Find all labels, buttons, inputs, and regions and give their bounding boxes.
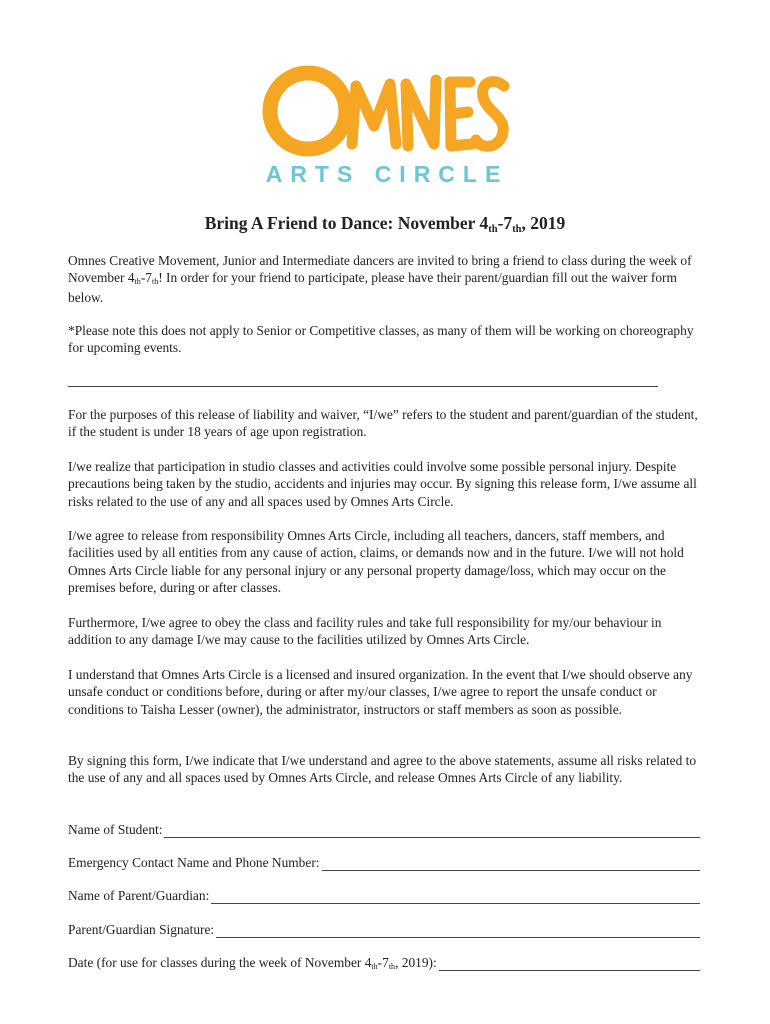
date-field[interactable] bbox=[68, 955, 700, 971]
emergency-contact-label: Emergency Contact Name and Phone Number: bbox=[68, 855, 320, 870]
intro-paragraph: Omnes Creative Movement, Junior and Intermediate dancers are invited to bring a friend to class during the week of November 4th-7th! In order for your friend to participate, please have their parent/guardian fill out the waiver form below. bbox=[68, 253, 692, 305]
parent-name-line[interactable] bbox=[211, 891, 700, 904]
emergency-contact-line[interactable] bbox=[322, 858, 701, 871]
emergency-contact-field[interactable] bbox=[68, 855, 700, 871]
logo-subtitle: ARTS CIRCLE bbox=[265, 161, 509, 187]
waiver-paragraph-2: I/we realize that participation in studio classes and activities could involve some possible personal injury. Despite precautions being taken by the studio, accidents and injuries may occur. By signing this release form, I/we assume all risks related to the use of any and all spaces used by Omnes Arts Circle. bbox=[68, 459, 697, 509]
waiver-paragraph-5: I understand that Omnes Arts Circle is a licensed and insured organization. In the event that I/we should observe any unsafe conduct or conditions before, during or after my/our classes, I/we agree to report the unsafe conduct or conditions to Taisha Lesser (owner), the administrator, instructors or staff members as soon as possible. bbox=[68, 667, 693, 717]
waiver-paragraph-4: Furthermore, I/we agree to obey the class and facility rules and take full responsibility for my/our behaviour in addition to any damage I/we may cause to the facilities utilized by Omnes Arts Circle. bbox=[68, 615, 662, 648]
date-line[interactable] bbox=[439, 958, 700, 971]
page-title: Bring A Friend to Dance: November 4th-7th, 2019 bbox=[204, 213, 566, 235]
waiver-paragraph-6: By signing this form, I/we indicate that I/we understand and agree to the above statements, assume all risks related to the use of any and all spaces used by Omnes Arts Circle, and release Omnes Arts Circle of any liability. bbox=[68, 753, 697, 786]
omnes-logo bbox=[256, 56, 518, 188]
parent-name-label: Name of Parent/Guardian: bbox=[68, 888, 210, 903]
waiver-paragraph-3: I/we agree to release from responsibility Omnes Arts Circle, including all teachers, dancers, staff members, and facilities used by all entities from any cause of action, claims, or demands now and in the future. I/we will not hold Omnes Arts Circle liable for any personal injury or any personal property damage/loss, which may occur on the premises before, during or after classes. bbox=[68, 528, 684, 596]
waiver-paragraph-1: For the purposes of this release of liability and waiver, “I/we” refers to the student and parent/guardian of the student, if the student is under 18 years of age upon registration. bbox=[68, 407, 698, 440]
signature-line[interactable] bbox=[216, 925, 700, 938]
signature-label: Parent/Guardian Signature: bbox=[68, 922, 215, 937]
divider bbox=[68, 386, 658, 387]
date-label: Date (for use for classes during the week of November 4th-7th, 2019): bbox=[68, 955, 437, 971]
student-name-label: Name of Student: bbox=[68, 822, 163, 837]
signature-field[interactable] bbox=[68, 922, 700, 938]
parent-name-field[interactable] bbox=[68, 888, 700, 904]
student-name-line[interactable] bbox=[164, 825, 700, 838]
note-paragraph: *Please note this does not apply to Senior or Competitive classes, as many of them will be working on choreography for upcoming events. bbox=[68, 323, 694, 356]
student-name-field[interactable] bbox=[68, 822, 700, 838]
